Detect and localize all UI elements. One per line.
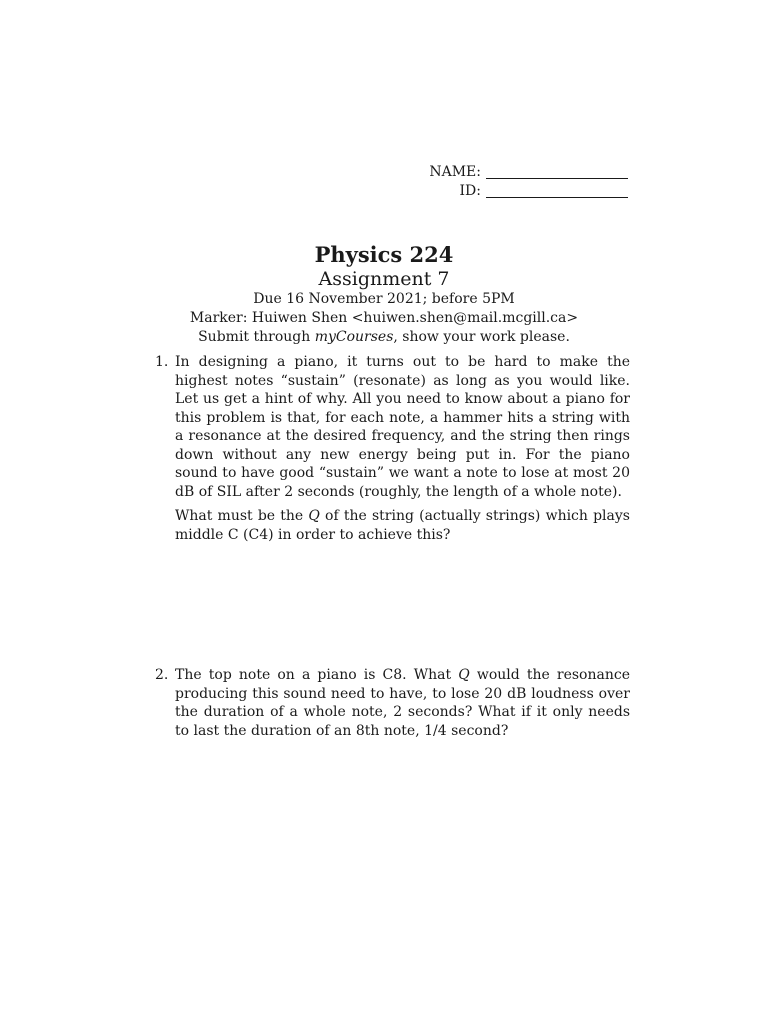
question-number: 1.	[155, 354, 169, 370]
name-id-block	[380, 163, 628, 201]
name-label: NAME:	[429, 164, 481, 180]
question-text-part: would the resonance producing this sound need to have, to lose 20 dB loudness over the duration of a whole note, 2 seconds? What if it only needs to last the duration of an 8th note, 1/4 second?	[175, 667, 630, 739]
course-title: Physics 224	[314, 242, 454, 267]
question-text: In designing a piano, it turns out to be hard to make the highest notes “sustain” (resonate) as long as you would like. Let us get a hint of why. All you need to know about a piano for this problem is that, for each note, a hammer hits a string with a resonance at the desired frequency, and the string then rings down without any new energy being put in. For the piano sound to have good “sustain” we want a note to lose at most 20 dB of SIL after 2 seconds (roughly, the length of a whole note).	[175, 354, 630, 500]
question-prompt	[175, 507, 630, 544]
assignment-title: Assignment 7	[318, 268, 450, 290]
name-blank-line	[486, 164, 628, 179]
question-1	[155, 353, 630, 544]
q-symbol: Q	[458, 667, 470, 683]
name-row	[380, 163, 628, 182]
question-body	[175, 666, 630, 740]
id-blank-line	[486, 183, 628, 198]
question-2	[155, 666, 630, 740]
question-number: 2.	[155, 667, 169, 683]
q-symbol: Q	[308, 508, 320, 524]
prompt-text: What must be the	[175, 508, 309, 524]
submission-info	[0, 328, 768, 347]
submit-platform: myCourses	[314, 329, 394, 345]
assignment-header	[0, 242, 768, 347]
question-text-part: The top note on a piano is C8. What	[175, 667, 459, 683]
id-row	[380, 182, 628, 201]
due-date: Due 16 November 2021; before 5PM	[253, 291, 515, 307]
submit-suffix: , show your work please.	[393, 329, 570, 345]
question-text	[175, 666, 630, 740]
submit-prefix: Submit through	[198, 329, 315, 345]
question-body	[175, 353, 630, 544]
prompt-text: of the string (actually strings) which plays middle C (C4) in order to achieve this?	[175, 508, 630, 543]
id-label: ID:	[459, 183, 481, 199]
marker-info: Marker: Huiwen Shen <huiwen.shen@mail.mcgill.ca>	[189, 310, 579, 326]
